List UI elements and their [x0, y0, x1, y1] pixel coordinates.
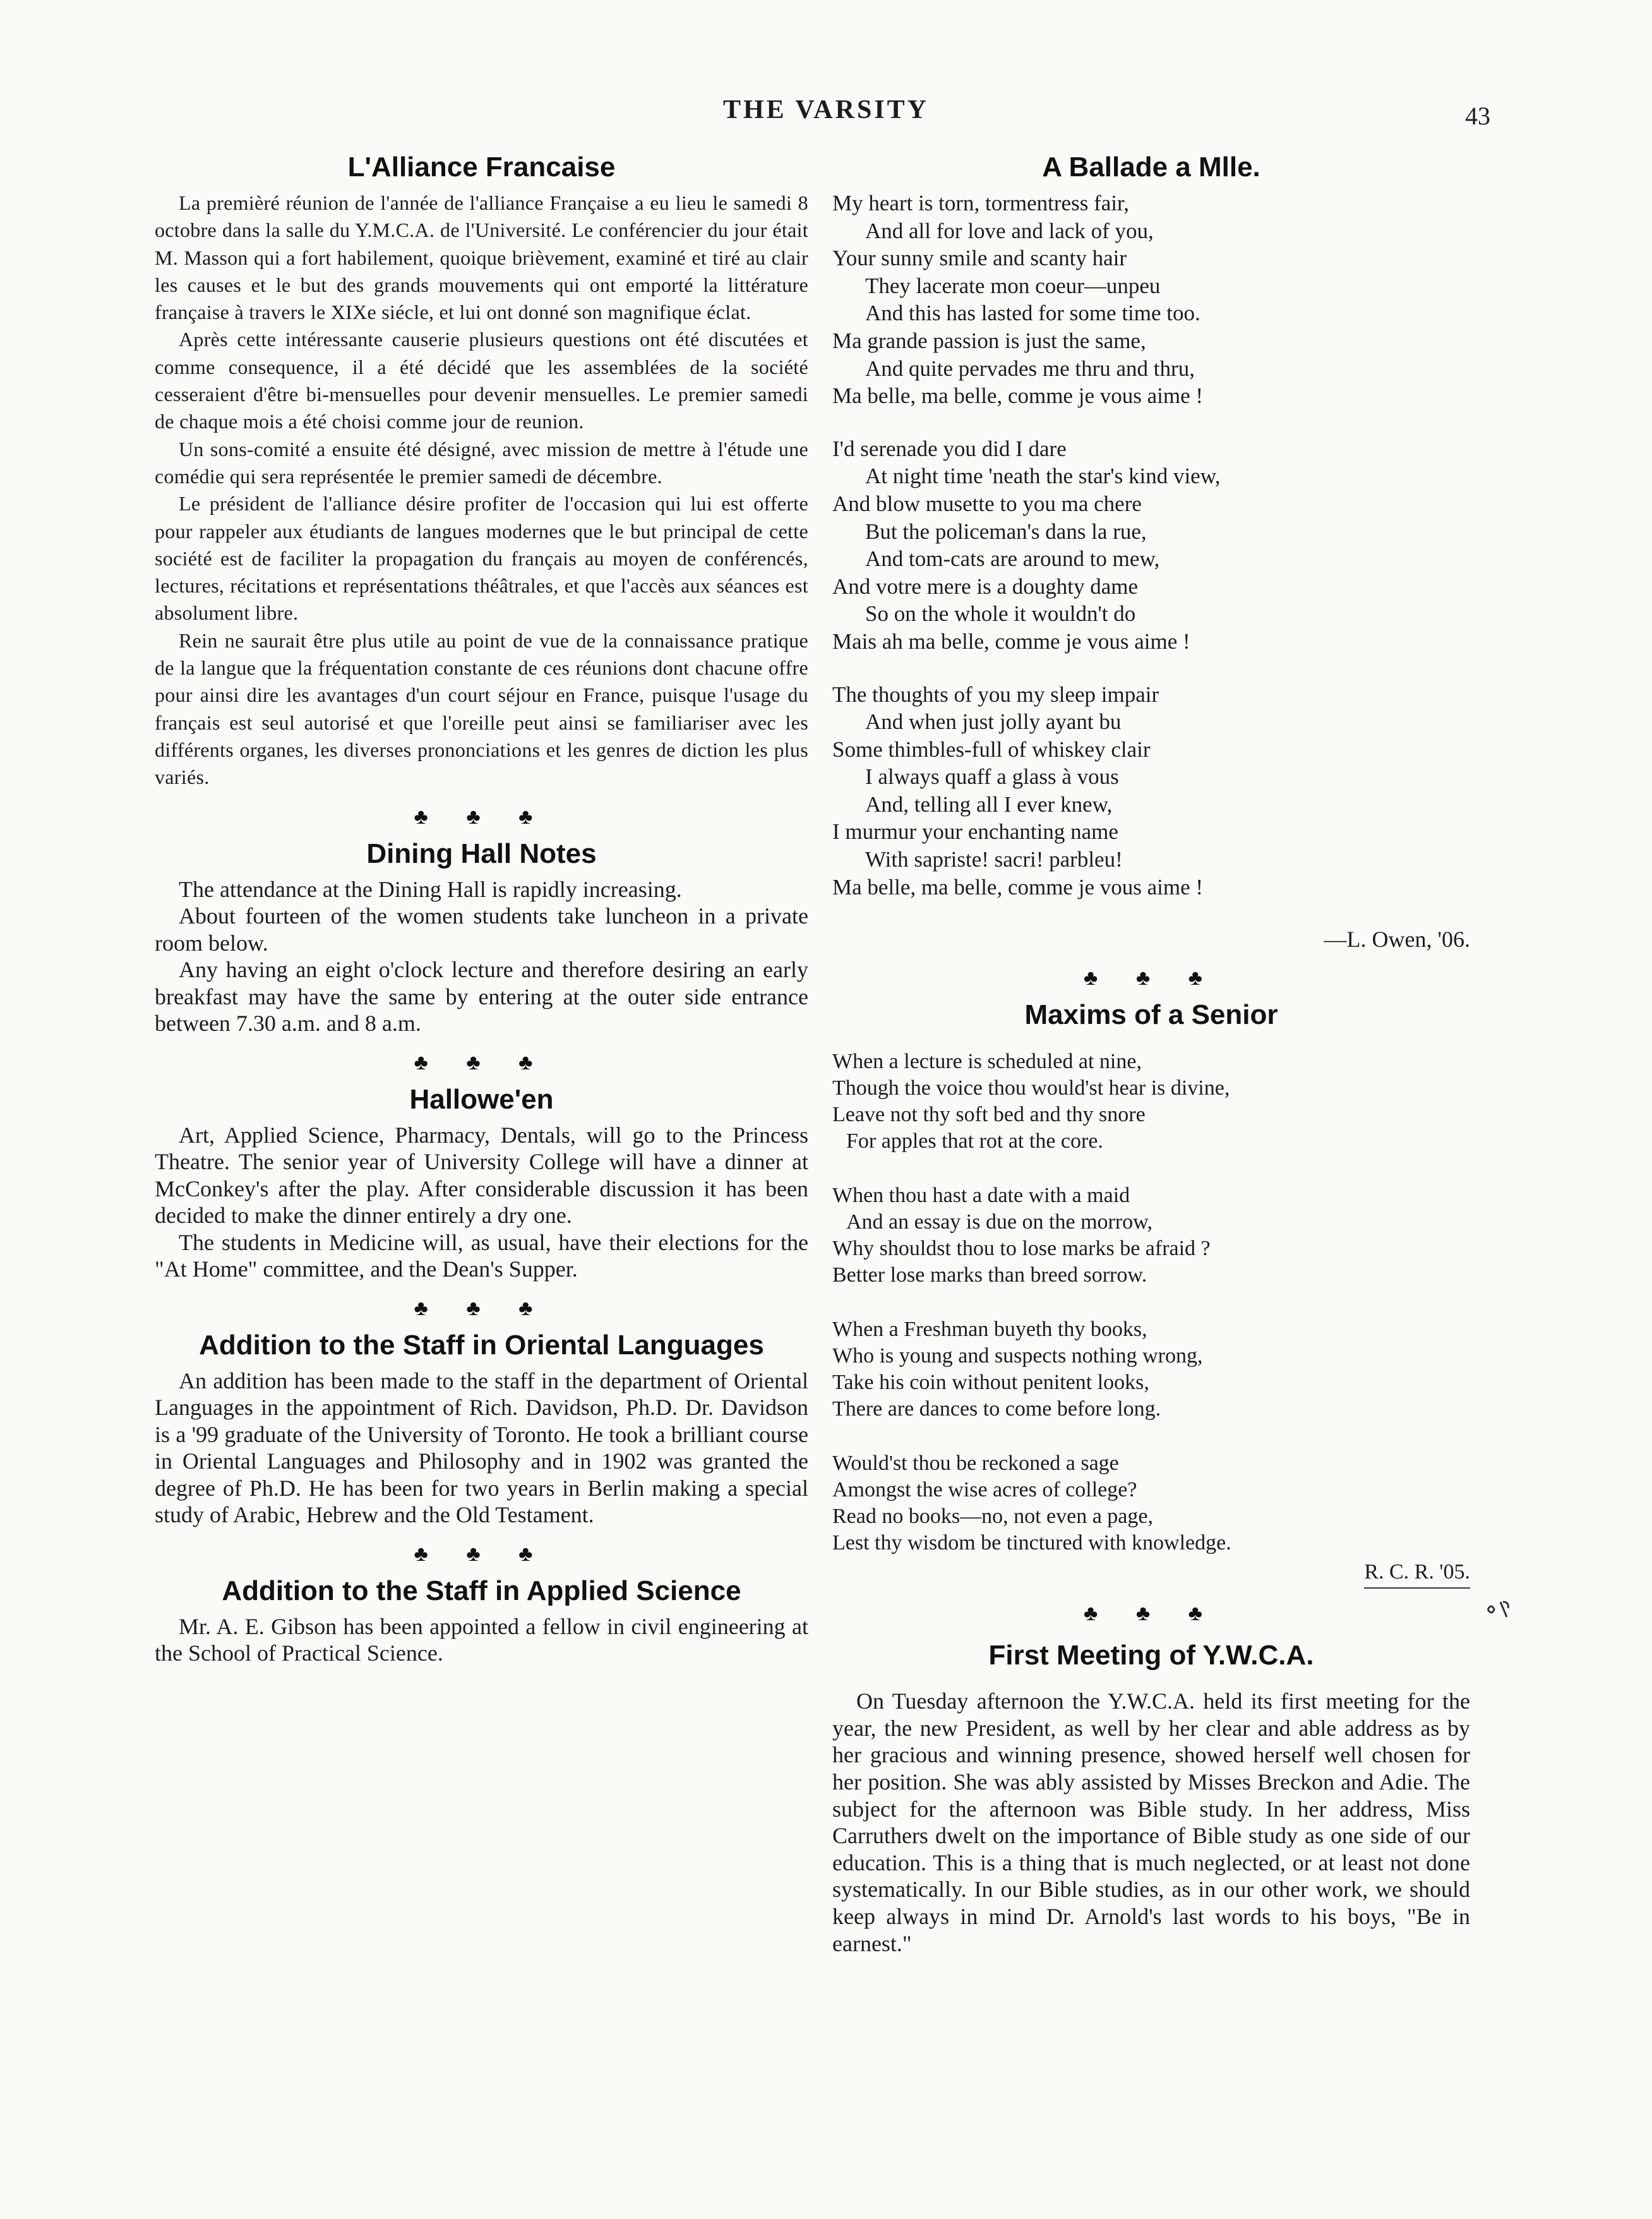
paragraph: An addition has been made to the staff in the department of Oriental Languages in the appointment of Rich. Davidson, Ph.D. Dr. Davidson is a '99 graduate of the University of Toronto. He took a brilliant course in Oriental Languages and Philosophy and in 1902 was granted the degree of Ph.D. He has been for two years in Berlin making a special study of Arabic, Hebrew and the Old Testament.: [155, 1368, 808, 1528]
stanza: [832, 435, 1470, 656]
verse-line: And, telling all I ever knew,: [865, 791, 1113, 817]
verse-line: Ma belle, ma belle, comme je vous aime !: [832, 383, 1204, 409]
verse-line: Ma belle, ma belle, comme je vous aime !: [832, 874, 1204, 899]
poem-ballade: [832, 152, 1470, 953]
poem-maxims-of-a-senior: [832, 999, 1470, 1585]
article-title: Addition to the Staff in Applied Science: [222, 1575, 741, 1606]
verse-line: Read no books—no, not even a page,: [832, 1505, 1153, 1529]
verse-line: Why shouldst thou to lose marks be afraid ?: [832, 1237, 1211, 1261]
article-oriental-languages: [155, 1330, 808, 1529]
section-ornament: ♣ ♣ ♣: [1084, 966, 1219, 990]
article-title: Addition to the Staff in Oriental Languages: [199, 1329, 764, 1361]
paragraph: Any having an eight o'clock lecture and therefore desiring an early breakfast may have the same by entering at the outer side entrance between 7.30 a.m. and 8 a.m.: [155, 957, 808, 1037]
verse-line: Better lose marks than breed sorrow.: [832, 1263, 1147, 1287]
verse-line: There are dances to come before long.: [832, 1397, 1161, 1421]
right-column: [832, 152, 1470, 1957]
verse-line: The thoughts of you my sleep impair: [832, 682, 1159, 707]
verse-line: Who is young and suspects nothing wrong,: [832, 1344, 1203, 1368]
section-ornament: ♣ ♣ ♣: [414, 1296, 549, 1320]
verse-line: I always quaff a glass à vous: [865, 764, 1119, 790]
left-column: [155, 152, 808, 1667]
article-title: Hallowe'en: [409, 1083, 554, 1115]
running-head: THE VARSITY: [722, 95, 930, 124]
stanza: [832, 1316, 1470, 1422]
verse-line: When a lecture is scheduled at nine,: [832, 1050, 1142, 1074]
paragraph: Après cette intéressante causerie plusieurs questions ont été discutées et comme consequence, il a été décidé que les assemblées de la société cesseraient d'être bi-mensuelles pour devenir mensuelles. Le premier samedi de chaque mois a été choisi comme jour de reunion.: [155, 328, 808, 433]
verse-line: My heart is torn, tormentress fair,: [832, 191, 1130, 215]
handwritten-margin-mark: [1484, 1597, 1522, 1629]
stanza: [832, 681, 1470, 901]
verse-line: And when just jolly ayant bu: [865, 709, 1122, 735]
verse-line: And this has lasted for some time too.: [865, 301, 1200, 326]
verse-line: Ma grande passion is just the same,: [832, 328, 1146, 353]
verse-line: With sapriste! sacri! parbleu!: [865, 847, 1123, 872]
verse-line: Some thimbles-full of whiskey clair: [832, 737, 1151, 762]
verse-line: For apples that rot at the core.: [846, 1129, 1103, 1153]
verse-line: When thou hast a date with a maid: [832, 1184, 1130, 1208]
poem-stanzas: [832, 189, 1470, 901]
stanza: [832, 1450, 1470, 1556]
paragraph: Art, Applied Science, Pharmacy, Dentals, will go to the Princess Theatre. The senior year of University College will have a dinner at McConkey's after the play. After considerable discussion it has been decided to make the dinner entirely a dry one.: [155, 1122, 808, 1229]
verse-line: Would'st thou be reckoned a sage: [832, 1452, 1119, 1476]
verse-line: I'd serenade you did I dare: [832, 436, 1067, 461]
verse-line: So on the whole it wouldn't do: [865, 601, 1136, 627]
section-ornament: ♣ ♣ ♣: [414, 1050, 549, 1074]
verse-line: They lacerate mon coeur—unpeu: [865, 273, 1161, 298]
stanza: [832, 1049, 1470, 1155]
verse-line: And blow musette to you ma chere: [832, 491, 1142, 516]
paragraph: The students in Medicine will, as usual, have their elections for the "At Home" committee, and the Dean's Supper.: [155, 1229, 808, 1282]
page-number: 43: [1465, 102, 1490, 130]
verse-line: Amongst the wise acres of college?: [832, 1478, 1137, 1502]
article-title: A Ballade a Mlle.: [1042, 152, 1260, 183]
article-dining-hall-notes: [155, 838, 808, 1037]
paragraph: The attendance at the Dining Hall is rapidly increasing.: [179, 876, 682, 902]
verse-line: And quite pervades me thru and thru,: [865, 356, 1195, 381]
article-title: Dining Hall Notes: [366, 838, 597, 869]
article-title: First Meeting of Y.W.C.A.: [988, 1640, 1314, 1671]
section-ornament: ♣ ♣ ♣: [1084, 1602, 1219, 1626]
paragraph: Rein ne saurait être plus utile au point de vue de la connaissance pratique de la langue que la fréquentation constante de ces réunions dont chacune offre pour ainsi dire les avantages d'un court séjour en France, puisque l'usage du français est seul autorisé et que l'oreille peut ainsi se familiariser avec les différents organes, les diverses prononciations et les genres de diction les plus variés.: [155, 628, 808, 789]
section-ornament: ♣ ♣ ♣: [414, 805, 549, 829]
verse-line: And an essay is due on the morrow,: [846, 1210, 1153, 1234]
paragraph: On Tuesday afternoon the Y.W.C.A. held its first meeting for the year, the new President, as well by her clear and able address as by her gracious and winning presence, showed herself well chosen for her position. She was ably assisted by Misses Breckon and Adie. The subject for the afternoon was Bible study. In her address, Miss Carruthers dwelt on the importance of Bible study as one side of our education. This is a thing that is much neglected, or at least not done systematically. In our Bible studies, as in our other work, we should keep always in mind Dr. Arnold's last words to his boys, "Be in earnest.": [832, 1688, 1470, 1956]
verse-line: Leave not thy soft bed and thy snore: [832, 1103, 1146, 1127]
poem-stanzas: [832, 1049, 1470, 1556]
paragraph: Le président de l'alliance désire profiter de l'occasion qui lui est offerte pour rappeler aux étudiants de langues modernes que le but principal de cette société est de faciliter la propagation du français au moyen de conférencés, lectures, récitations et représentations théâtrales, et que l'accès aux séances est absolument libre.: [155, 492, 808, 625]
article-ywca-first-meeting: [832, 1640, 1470, 1957]
verse-line: At night time 'neath the star's kind view,: [865, 464, 1221, 489]
verse-line: Take his coin without penitent looks,: [832, 1371, 1149, 1395]
verse-line: When a Freshman buyeth thy books,: [832, 1318, 1147, 1342]
article-halloween: [155, 1084, 808, 1283]
verse-line: I murmur your enchanting name: [832, 819, 1118, 845]
signature-text: R. C. R. '05.: [1364, 1560, 1470, 1589]
verse-line: Though the voice thou would'st hear is divine,: [832, 1076, 1230, 1100]
paragraph: Un sons-comité a ensuite été désigné, avec mission de mettre à l'étude une comédie qui sera représentée le premier samedi de décembre.: [155, 437, 808, 488]
verse-line: Mais ah ma belle, comme je vous aime !: [832, 628, 1190, 654]
verse-line: Lest thy wisdom be tinctured with knowledge.: [832, 1531, 1231, 1555]
author-signature: [832, 1559, 1470, 1585]
article-applied-science: [155, 1575, 808, 1667]
verse-line: And all for love and lack of you,: [865, 218, 1154, 243]
article-title: Maxims of a Senior: [1024, 999, 1278, 1031]
verse-line: But the policeman's dans la rue,: [865, 519, 1147, 544]
verse-line: And votre mere is a doughty dame: [832, 574, 1139, 599]
article-title: L'Alliance Francaise: [347, 152, 616, 183]
paragraph: La premièré réunion de l'année de l'alliance Française a eu lieu le samedi 8 octobre dans la salle du Y.M.C.A. de l'Université. Le conférencier du jour était M. Masson qui a fort habilement, quoique brièvement, examiné et tiré au clair les causes et le but des grands mouvements qui ont emporté la littérature française à travers le XIXe siécle, et lui ont donné son magnifique éclat.: [155, 191, 808, 324]
verse-line: And tom-cats are around to mew,: [865, 546, 1160, 572]
paragraph: About fourteen of the women students take luncheon in a private room below.: [155, 903, 808, 956]
section-ornament: ♣ ♣ ♣: [414, 1542, 549, 1566]
author-signature: —L. Owen, '06.: [1324, 927, 1470, 953]
article-alliance-francaise: [155, 152, 808, 791]
verse-line: Your sunny smile and scanty hair: [832, 246, 1127, 271]
paragraph: Mr. A. E. Gibson has been appointed a fellow in civil engineering at the School of Practical Science.: [155, 1613, 808, 1666]
stanza: [832, 1182, 1470, 1289]
stanza: [832, 189, 1470, 410]
